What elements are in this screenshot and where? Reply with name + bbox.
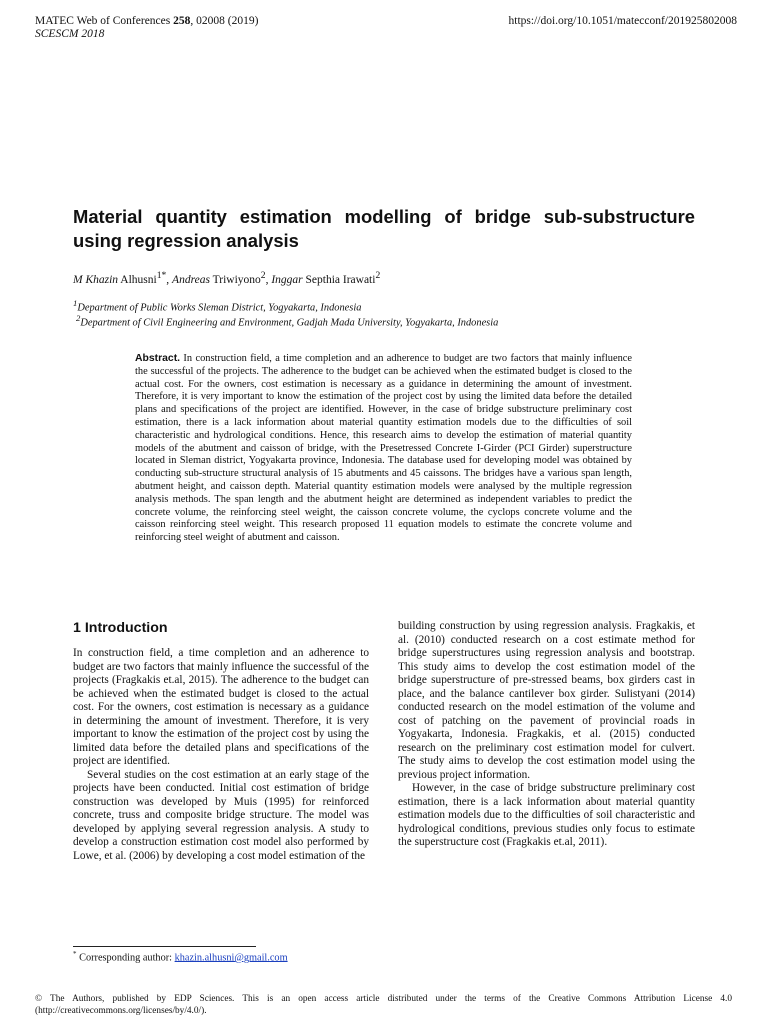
footnote-label: Corresponding author: [76,952,175,964]
footnote-mark: * [73,950,77,958]
affiliation-2-mark: 2 [76,313,81,323]
author-3-mark: 2 [375,270,381,281]
abstract-text: In construction field, a time completion and an adherence to budget are two factors that mainly influence the successful of the projects. The adherence to the budget can be achieved when the estimated budget is closed to the actual cost. For the owners, cost estimation is necessary as a guidance in determining the amount of investment. Therefore, it is very important to know the estimation of the project cost by using the limited data before the detailed plans and specifications of the project are identified. However, in the case of bridge substructure preliminary cost estimation, there is a lack information about material quantity estimation models due to the difficulties of soil characteristic and hydrological conditions. Hence, this research aims to develop the estimation of material quantity models of the abutment and caisson of bridge, with the Presetressed Concrete I-Girder (PCI Girder) superstructure located in Sleman district, Yogyakarta province, Indonesia. The database used for developing model was obtained by conducting sub-structure structural analysis of 15 abutments and 45 caissons. The bridges have a various span length, abutment height, and caisson depth. Material quantity estimation models were analysed by the multiple regression analysis methods. The span length and the abutment height are determined as independent variables to predict the concrete volume, the reinforcing steel weight, the caisson concrete volume, the cyclops concrete volume and the caisson reinforcing steel weight. This research proposed 11 equation models to estimate the concrete volume and reinforcing steel weight of abutment and caisson. [135,353,632,544]
author-3-given: Inggar [271,273,303,286]
author-sep: , [166,273,173,286]
abstract-label: Abstract. [135,353,181,364]
author-1-family: Alhusni [118,273,157,286]
affiliation-2 [76,313,498,328]
author-list [73,270,380,286]
affiliation-2-text: Department of Civil Engineering and Environment, Gadjah Mada University, Yogyakarta, Indonesia [80,317,499,329]
journal-volume: 258 [173,15,191,27]
article-number: , 02008 (2019) [190,15,259,27]
author-2-family: Triwiyono [209,273,261,286]
doi-link[interactable]: https://doi.org/10.1051/matecconf/201925802008 [508,15,737,27]
journal-name: MATEC Web of Conferences [35,15,174,27]
paper-title: Material quantity estimation modelling of bridge sub-substructure using regression analysis [73,206,695,251]
affiliation-1-mark: 1 [73,298,78,308]
author-sep: , [265,273,272,286]
author-email-link[interactable]: khazin.alhusni@gmail.com [174,952,288,964]
affiliation-1 [73,298,361,313]
conference-name: SCESCM 2018 [35,28,105,40]
author-2-given: Andreas [172,273,210,286]
section-heading: 1 Introduction [73,620,168,636]
journal-header [35,15,258,28]
paragraph: Several studies on the cost estimation at an early stage of the projects have been conducted. Initial cost estimation of bridge construction was developed by Muis (1995) for reinforced concrete, truss and composite bridge structure. The model was developed by applying several regression analysis. A study to develop a construction estimation cost model also performed by Lowe, et al. (2006) by developing a cost model estimation of the [73,768,369,862]
body-column-right [398,620,695,850]
affiliation-1-text: Department of Public Works Sleman District, Yogyakarta, Indonesia [77,302,362,314]
author-2-mark: 2 [260,270,266,281]
author-1-given: M Khazin [73,273,119,286]
paragraph: building construction by using regression analysis. Fragkakis, et al. (2010) conducted research on a cost estimate method for bridge superstructures using regression analysis and bootstrap. This study aims to develop the cost estimation model of the bridge superstructure of pre-stressed beams, box girders cast in place, and the balance cantilever box girder. Sulistyani (2014) conducted research on the model estimation of the volume and cost of patching on the pavement of provincial roads in Yogyakarta, Indonesia. Fragkakis, et al. (2015) conducted research on the preliminary cost estimation model for culvert. The study aims to develop the cost estimation model using the previous project information. [398,620,695,781]
author-3-family: Septhia Irawati [302,273,376,286]
footnote [73,950,288,963]
footnote-rule [73,946,256,947]
abstract [135,353,632,545]
paragraph: However, in the case of bridge substructure preliminary cost estimation, there is a lack information about material quantity estimation models due to the difficulties of soil characteristic and hydrological conditions, previous studies only focus to estimate the superstructure cost (Fragkakis et.al, 2011). [398,782,695,848]
body-column-left [73,647,369,863]
paragraph: In construction field, a time completion and an adherence to budget are two factors that mainly influence the successful of the projects (Fragkakis et.al, 2015). The adherence to the budget can be achieved when the estimated budget is closed to the actual cost. For the owners, cost estimation is necessary as a guidance in determining the amount of investment. Therefore, it is very important to know the estimation of the project cost by using the limited data before the detailed plans and specifications of the project are identified. [73,647,369,767]
author-1-mark: 1* [156,270,167,281]
license-notice: © The Authors, published by EDP Sciences. This is an open access article distributed under the terms of the Creative Commons Attribution License 4.0 (http://creativecommons.org/licenses/by/4.0/). [35,994,732,1016]
